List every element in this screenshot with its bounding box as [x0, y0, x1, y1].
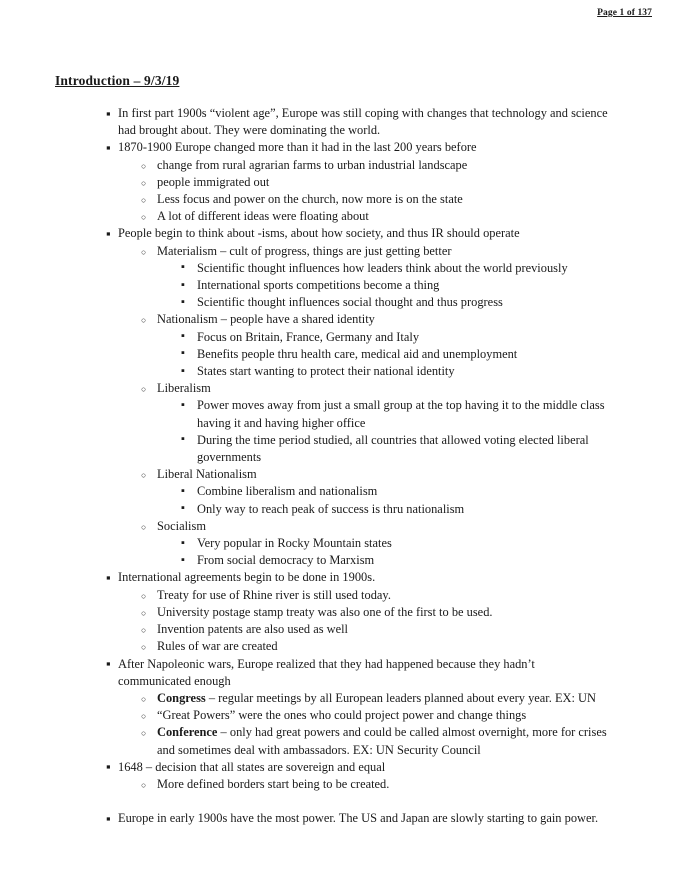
outline-item-term: Congress — [157, 690, 206, 705]
outline-item — [197, 535, 608, 552]
outline-item-text: ○ More defined borders start being to be created. — [157, 776, 390, 791]
outline-item-text: ▪ International sports competitions become a thing — [197, 278, 440, 293]
outline-sublist-level-3 — [157, 260, 608, 312]
outline-item — [157, 621, 608, 638]
outline-sublist-level-2 — [118, 587, 608, 656]
outline-item-body: – regular meetings by all European leaders planned about every year. EX: UN — [205, 690, 596, 705]
page-title: Introduction – 9/3/19 — [55, 73, 180, 88]
outline-item — [118, 225, 608, 569]
outline-item-text: ▪ Benefits people thru health care, medical aid and unemployment — [197, 346, 518, 361]
outline-item-text: ▪ After Napoleonic wars, Europe realized that they had happened because they hadn’t communicated enough — [118, 656, 535, 688]
outline-item — [118, 656, 608, 759]
outline-spacer — [0, 793, 680, 810]
outline-sublist-level-3 — [157, 329, 608, 381]
outline-item — [157, 311, 608, 380]
outline-item-body: – only had great powers and could be called almost overnight, more for crises and sometimes deal with ambassadors. EX: UN Security Council — [157, 725, 607, 757]
outline-item — [197, 277, 608, 294]
outline-item — [157, 690, 608, 707]
outline-item-text: ○ change from rural agrarian farms to urban industrial landscape — [157, 157, 468, 172]
outline-item — [118, 569, 608, 655]
outline-item — [157, 243, 608, 312]
outline-item — [157, 638, 608, 655]
page-title-row — [0, 72, 680, 105]
outline-sublist-level-2 — [118, 243, 608, 570]
outline-item-text: ▪ During the time period studied, all countries that allowed voting elected liberal governments — [197, 432, 589, 465]
outline-item-text: ▪ Scientific thought influences social thought and thus progress — [197, 295, 503, 310]
outline-item — [157, 707, 608, 724]
page-number-header: Page 1 of 137 — [597, 8, 652, 18]
outline-item-text — [157, 690, 608, 707]
outline-item-text: ▪ Only way to reach peak of success is thru nationalism — [197, 501, 465, 516]
outline-item — [157, 191, 608, 208]
outline-item — [118, 139, 608, 225]
outline-item-text: ▪ Combine liberalism and nationalism — [197, 484, 378, 499]
outline-item — [157, 208, 608, 225]
outline-item — [157, 174, 608, 191]
outline-item — [197, 260, 608, 277]
outline-item-text: ○ Invention patents are also used as well — [157, 622, 349, 637]
outline-item-text: ▪ 1870-1900 Europe changed more than it had in the last 200 years before — [118, 140, 477, 155]
outline-item-text: ▪ Europe in early 1900s have the most power. The US and Japan are slowly starting to gain power. — [118, 811, 599, 826]
outline-sublist-level-2 — [118, 690, 608, 759]
outline-item-text: ▪ States start wanting to protect their national identity — [197, 364, 455, 379]
outline-sublist-level-3 — [157, 397, 608, 466]
outline-item-text: ▪ Scientific thought influences how leaders think about the world previously — [197, 260, 568, 275]
outline-item — [197, 346, 608, 363]
outline-item — [118, 759, 608, 793]
outline-item-text: ○ Socialism — [157, 518, 206, 533]
outline-sublist-level-3 — [157, 535, 608, 569]
outline-sublist-level-2 — [118, 157, 608, 226]
outline-item-text: ○ Less focus and power on the church, now more is on the state — [157, 192, 463, 207]
outline-item — [157, 518, 608, 570]
document-body — [0, 72, 680, 827]
outline-item-text: ▪ People begin to think about -isms, about how society, and thus IR should operate — [118, 226, 520, 241]
outline-item — [197, 397, 608, 431]
outline-item-text: ○ Liberal Nationalism — [157, 467, 257, 482]
outline-item-text: ○ Nationalism – people have a shared identity — [157, 312, 375, 327]
outline-item-text: ○ A lot of different ideas were floating about — [157, 209, 369, 224]
outline-item — [197, 501, 608, 518]
outline-item-text — [157, 724, 608, 758]
outline-item — [157, 380, 608, 466]
outline-item — [197, 294, 608, 311]
outline-item — [157, 604, 608, 621]
outline-item — [197, 552, 608, 569]
outline-item-text: ▪ International agreements begin to be done in 1900s. — [118, 570, 376, 585]
outline-item — [157, 776, 608, 793]
outline-item-text: ○ people immigrated out — [157, 174, 270, 189]
outline-item-text: ○ Rules of war are created — [157, 639, 278, 654]
outline-item — [157, 157, 608, 174]
outline-item — [197, 432, 608, 466]
outline-list — [0, 105, 680, 827]
outline-item — [157, 587, 608, 604]
outline-item-text: ▪ Focus on Britain, France, Germany and Italy — [197, 329, 420, 344]
outline-item-text: ○ Treaty for use of Rhine river is still used today. — [157, 587, 391, 602]
outline-item — [118, 810, 608, 827]
outline-item — [197, 329, 608, 346]
outline-item-term: Conference — [157, 725, 218, 740]
outline-sublist-level-3 — [157, 483, 608, 517]
outline-item — [197, 363, 608, 380]
outline-item-text: ▪ 1648 – decision that all states are sovereign and equal — [118, 759, 386, 774]
outline-item-text: ▪ Very popular in Rocky Mountain states — [197, 536, 392, 551]
outline-item-text: ▪ Power moves away from just a small group at the top having it to the middle class having it and having higher office — [197, 398, 605, 430]
outline-item — [197, 483, 608, 500]
outline-item-text: ▪ From social democracy to Marxism — [197, 553, 375, 568]
outline-item-text: ○ Liberalism — [157, 381, 211, 396]
outline-item-text: ○ Materialism – cult of progress, things are just getting better — [157, 243, 452, 258]
outline-item-text: ○ University postage stamp treaty was also one of the first to be used. — [157, 604, 493, 619]
outline-item-text: ○ “Great Powers” were the ones who could project power and change things — [157, 708, 527, 723]
outline-sublist-level-2 — [118, 776, 608, 793]
outline-item — [157, 724, 608, 758]
outline-item — [157, 466, 608, 518]
outline-item-text: ▪ In first part 1900s “violent age”, Europe was still coping with changes that technology and science had brought about. They were dominating the world. — [118, 106, 608, 138]
outline-item — [118, 105, 608, 139]
